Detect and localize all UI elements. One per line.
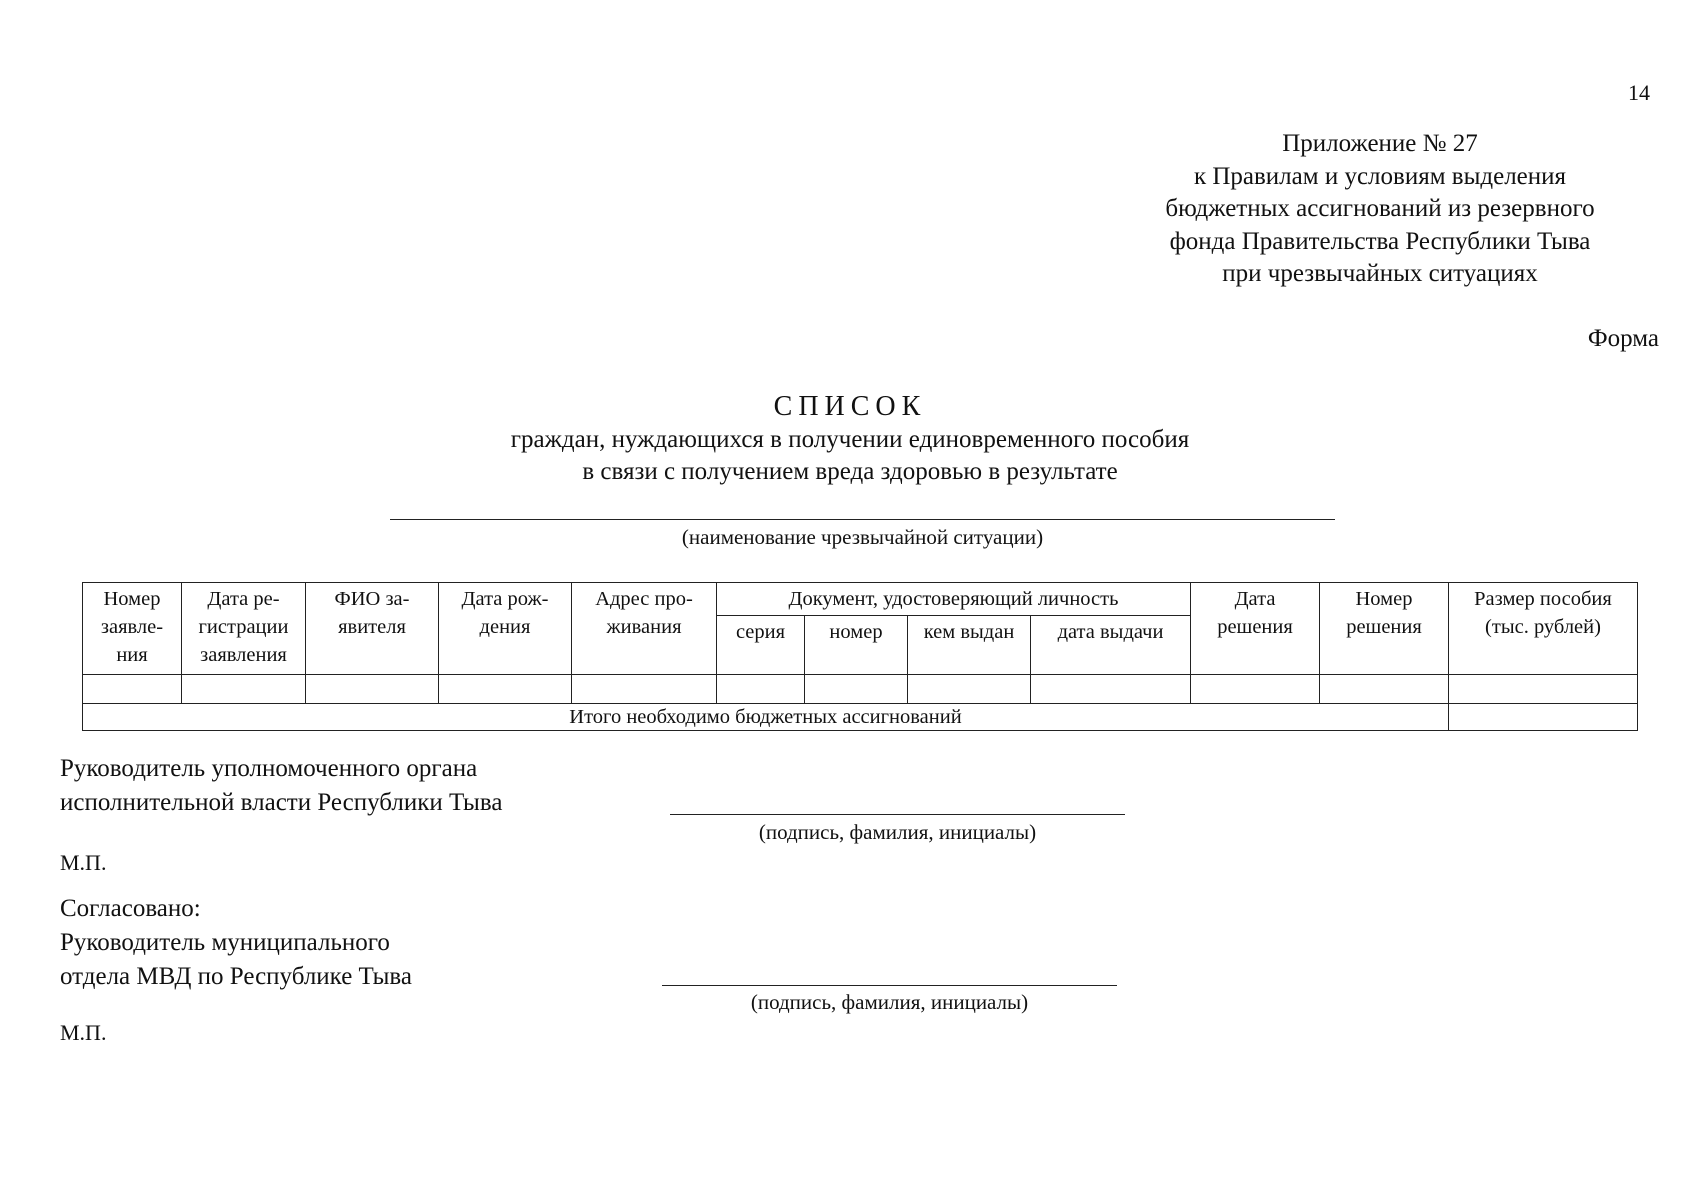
header-text: заявления xyxy=(200,644,287,666)
table-cell[interactable] xyxy=(1031,675,1191,704)
header-text: живания xyxy=(606,616,682,638)
signatory-line: Руководитель муниципального xyxy=(60,929,390,956)
header-doc-issue-date: дата выдачи xyxy=(1031,616,1191,675)
document-title: СПИСОК xyxy=(773,391,927,422)
signature-blank-line[interactable] xyxy=(662,985,1117,986)
table-cell[interactable] xyxy=(1320,675,1449,704)
signature-caption: (подпись, фамилия, инициалы) xyxy=(750,990,1029,1014)
emergency-name-blank-line[interactable] xyxy=(390,519,1335,520)
header-application-number xyxy=(83,583,182,675)
table-cell[interactable] xyxy=(182,675,306,704)
table-row xyxy=(83,675,1638,704)
header-text: заявле- xyxy=(100,616,164,638)
header-text: (тыс. рублей) xyxy=(1485,616,1601,638)
stamp-place-label: М.П. xyxy=(60,1020,107,1045)
signatory-line: отдела МВД по Республике Тыва xyxy=(60,963,412,990)
header-text: Адрес про- xyxy=(595,588,693,610)
document-title-block xyxy=(350,390,1350,488)
table-cell[interactable] xyxy=(83,675,182,704)
header-text: явителя xyxy=(338,616,406,638)
header-text: решения xyxy=(1217,616,1293,638)
header-doc-issued-by: кем выдан xyxy=(908,616,1031,675)
signatory-authority xyxy=(60,752,502,820)
table-cell[interactable] xyxy=(306,675,439,704)
header-address xyxy=(572,583,717,675)
table-cell[interactable] xyxy=(572,675,717,704)
header-text: ния xyxy=(116,644,148,666)
appendix-line: фонда Правительства Республики Тыва xyxy=(1169,227,1591,255)
header-doc-series: серия xyxy=(717,616,805,675)
table-cell[interactable] xyxy=(805,675,908,704)
header-registration-date xyxy=(182,583,306,675)
stamp-place-label: М.П. xyxy=(60,850,107,875)
appendix-header xyxy=(1120,128,1640,291)
appendix-line: бюджетных ассигнований из резервного xyxy=(1165,195,1595,222)
citizens-list-table xyxy=(82,582,1638,731)
header-text: Номер xyxy=(1355,588,1413,610)
header-birth-date xyxy=(439,583,572,675)
appendix-line: при чрезвычайных ситуациях xyxy=(1222,260,1538,287)
signatory-mvd xyxy=(60,892,412,994)
appendix-line: к Правилам и условиям выделения xyxy=(1193,162,1567,190)
table-cell[interactable] xyxy=(717,675,805,704)
total-amount-cell[interactable] xyxy=(1449,704,1638,731)
header-text: Дата рож- xyxy=(461,588,549,610)
header-text: ФИО за- xyxy=(334,588,410,610)
header-decision-number xyxy=(1320,583,1449,675)
header-benefit-amount xyxy=(1449,583,1638,675)
signature-caption: (подпись, фамилия, инициалы) xyxy=(758,820,1037,844)
document-subtitle-line: граждан, нуждающихся в получении единовременного пособия xyxy=(510,426,1190,453)
agreed-label: Согласовано: xyxy=(60,895,201,922)
appendix-line: Приложение № 27 xyxy=(1282,130,1478,157)
signatory-line: Руководитель уполномоченного органа xyxy=(60,755,478,782)
header-identity-document-group: Документ, удостоверяющий личность xyxy=(717,583,1191,616)
signatory-line: исполнительной власти Республики Тыва xyxy=(60,789,503,816)
header-text: гистрации xyxy=(198,616,289,638)
signature-blank-line[interactable] xyxy=(670,814,1125,815)
header-text: дения xyxy=(479,616,531,638)
header-text: Дата ре- xyxy=(207,588,280,610)
table-cell[interactable] xyxy=(908,675,1031,704)
header-text: Размер пособия xyxy=(1474,588,1612,610)
header-text: Номер xyxy=(103,588,161,610)
page-number: 14 xyxy=(1628,80,1650,105)
table-cell[interactable] xyxy=(439,675,572,704)
form-label: Форма xyxy=(1587,325,1659,352)
table-cell[interactable] xyxy=(1449,675,1638,704)
header-doc-number: номер xyxy=(805,616,908,675)
table-cell[interactable] xyxy=(1191,675,1320,704)
emergency-name-caption: (наименование чрезвычайной ситуации) xyxy=(681,525,1044,549)
table-header-row xyxy=(83,583,1638,616)
total-label: Итого необходимо бюджетных ассигнований xyxy=(83,704,1449,731)
header-decision-date xyxy=(1191,583,1320,675)
header-applicant-name xyxy=(306,583,439,675)
header-text: Дата xyxy=(1234,588,1276,610)
table-total-row xyxy=(83,704,1638,731)
header-text: решения xyxy=(1346,616,1422,638)
document-subtitle-line: в связи с получением вреда здоровью в результате xyxy=(582,458,1118,485)
